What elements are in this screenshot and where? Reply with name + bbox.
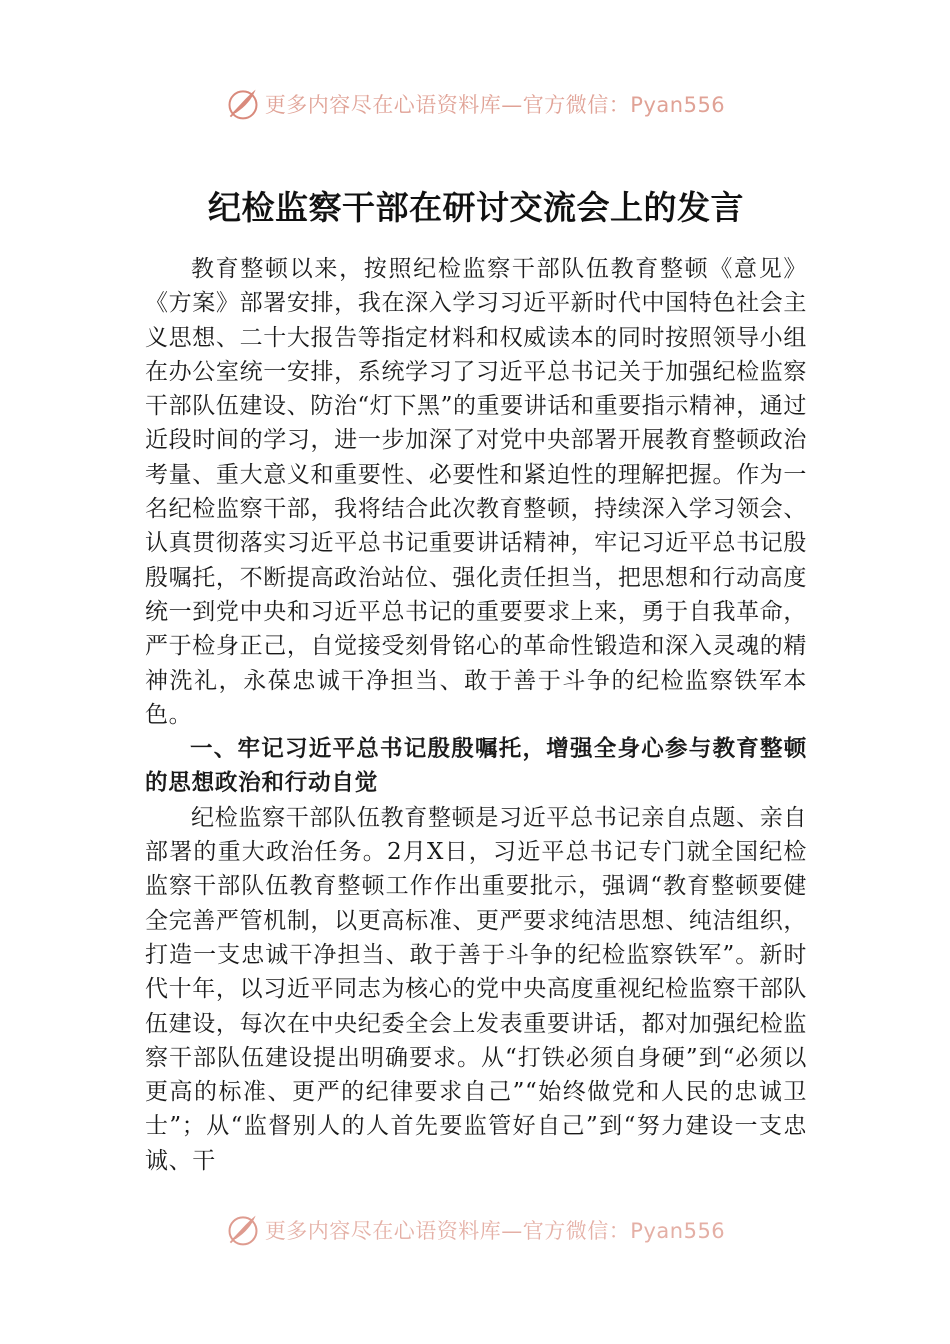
section-heading-1: 一、牢记习近平总书记殷殷嘱托，增强全身心参与教育整顿的思想政治和行动自觉: [145, 736, 807, 797]
watermark-footer: [0, 1212, 950, 1248]
intro-paragraph: 教育整顿以来，按照纪检监察干部队伍教育整顿《意见》《方案》部署安排，我在深入学习习近平新时代中国特色社会主义思想、二十大报告等指定材料和权威读本的同时按照领导小组在办公室统一安排，系统学习了习近平总书记关于加强纪检监察干部队伍建设、防治“灯下黑”的重要讲话和重要指示精神，通过近段时间的学习，进一步加深了对党中央部署开展教育整顿政治考量、重大意义和重要性、必要性和紧迫性的理解把握。作为一名纪检监察干部，我将结合此次教育整顿，持续深入学习领会、认真贯彻落实习近平总书记重要讲话精神，牢记习近平总书记殷殷嘱托，不断提高政治站位、强化责任担当，把思想和行动高度统一到党中央和习近平总书记的重要要求上来，勇于自我革命，严于检身正己，自觉接受刻骨铭心的革命性锻造和深入灵魂的精神洗礼，永葆忠诚干净担当、敢于善于斗争的纪检监察铁军本色。: [145, 256, 807, 728]
quill-pen-logo-icon: [225, 1212, 261, 1248]
watermark-header: [0, 84, 950, 124]
watermark-text: 更多内容尽在心语资料库—官方微信：Pyan556: [264, 93, 726, 117]
quill-pen-logo-icon: [225, 86, 261, 122]
watermark-text: 更多内容尽在心语资料库—官方微信：Pyan556: [264, 1219, 726, 1243]
document-body: [145, 180, 807, 1178]
section-1-paragraph: 纪检监察干部队伍教育整顿是习近平总书记亲自点题、亲自部署的重大政治任务。2月X日，习近平总书记专门就全国纪检监察干部队伍教育整顿工作作出重要批示，强调“教育整顿要健全完善严管机制，以更高标准、更严要求纯洁思想、纯洁组织，打造一支忠诚干净担当、敢于善于斗争的纪检监察铁军”。新时代十年，以习近平同志为核心的党中央高度重视纪检监察干部队伍建设，每次在中央纪委全会上发表重要讲话，都对加强纪检监察干部队伍建设提出明确要求。从“打铁必须自身硬”到“必须以更高的标准、更严的纪律要求自己”“始终做党和人民的忠诚卫士”；从“监督别人的人首先要监管好自己”到“努力建设一支忠诚、干: [145, 804, 807, 1174]
document-title: 纪检监察干部在研讨交流会上的发言: [208, 188, 744, 227]
